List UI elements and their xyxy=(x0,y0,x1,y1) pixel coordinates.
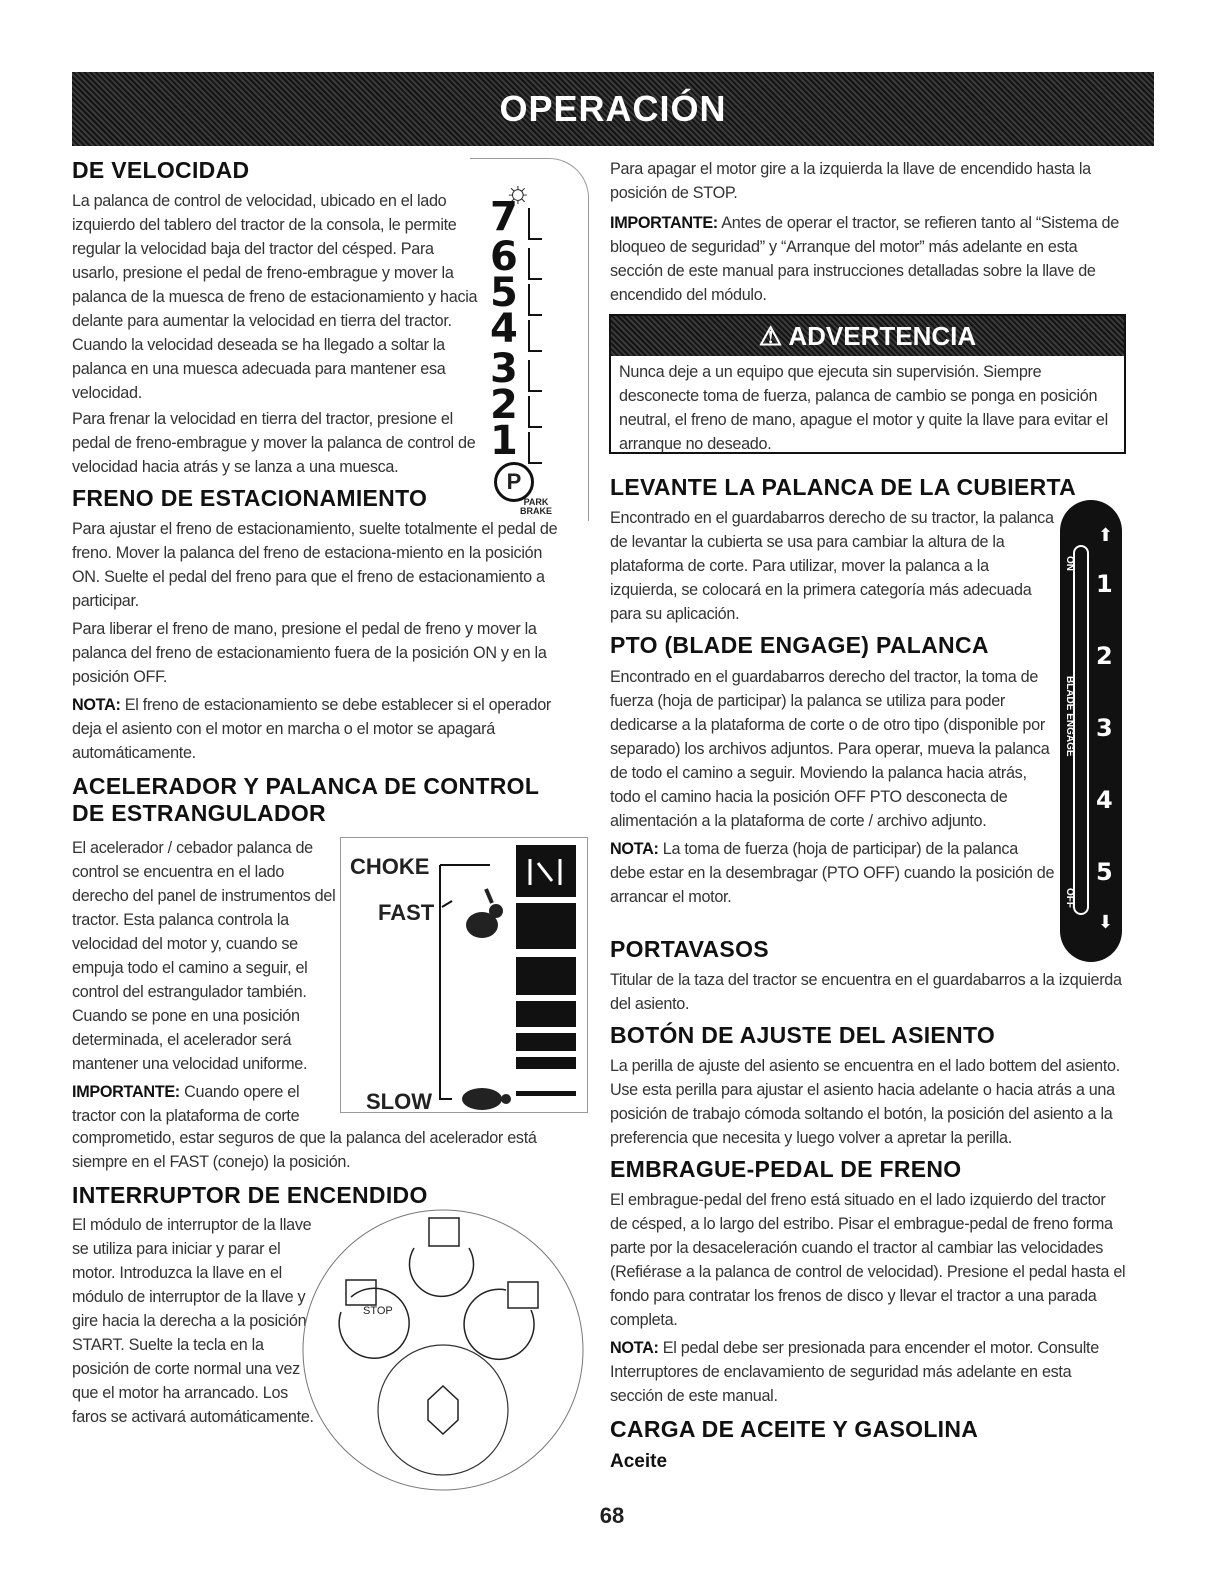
embrague-nota xyxy=(610,1336,1126,1408)
acelerador-importante-text: Cuando opere el tractor con la plataforma de corte xyxy=(72,1083,300,1125)
pto-arrow-down-icon: ⬇ xyxy=(1098,912,1114,932)
acelerador-importante xyxy=(72,1080,337,1128)
embrague-nota-label: NOTA: xyxy=(610,1339,659,1357)
left-column-freno xyxy=(72,517,572,827)
nota-label: NOTA: xyxy=(72,696,121,714)
importante-label-right: IMPORTANTE: xyxy=(610,214,718,232)
heading-portavasos: PORTAVASOS xyxy=(610,936,769,962)
section-banner xyxy=(72,72,1154,146)
gear-notch xyxy=(528,284,542,316)
pto-nota-label: NOTA: xyxy=(610,840,659,858)
pto-blade-label: BLADE ENGAGE xyxy=(1064,676,1075,757)
ignition-switch-diagram xyxy=(296,1200,586,1498)
pto-arrow-up-icon: ⬆ xyxy=(1098,525,1114,545)
levante-paragraph: Encontrado en el guardabarros derecho de su tractor, la palanca de levantar la cubierta se usa para cambiar la altura de la plataforma de corte. Para utilizar, mover la palanca a la izquierda, se colocará en la primera categoría más adecuada para su aplicación. xyxy=(610,509,1054,623)
freno-nota xyxy=(72,693,572,765)
gear-number: 7 xyxy=(490,194,518,240)
warning-title: ⚠ ADVERTENCIA xyxy=(611,316,1124,356)
heading-levante: LEVANTE LA PALANCA DE LA CUBIERTA xyxy=(610,474,1077,500)
park-letter: P xyxy=(506,469,522,494)
right-column-bottom xyxy=(610,936,1126,1473)
left-column-top xyxy=(72,157,482,512)
velocidad-paragraph-1: La palanca de control de velocidad, ubicado en el lado izquierdo del tablero del tractor de la consola, le permite regular la velocidad baja del tractor del césped. Para usarlo, presione el pedal de freno-embrague y mover la palanca de la muesca de freno de estacionamiento y hacia delante para aumentar la velocidad en tierra del tractor. Cuando la velocidad deseada se ha llegado a soltar la palanca en una muesca adecuada para mantener esa velocidad. xyxy=(72,192,478,402)
pto-nota xyxy=(610,837,1056,909)
pto-position-number: 1 xyxy=(1096,570,1113,598)
slow-label: SLOW xyxy=(366,1089,432,1114)
interruptor-paragraph: El módulo de interruptor de la llave se utiliza para iniciar y parar el motor. Introduzca la llave en el módulo de interruptor de la llave y gire hacia la derecha a la posición START. Suelte la tecla en la posición de corte normal una vez que el motor ha arrancado. Los faros se activará automáticamente. xyxy=(72,1216,314,1426)
heading-carga: CARGA DE ACEITE Y GASOLINA xyxy=(610,1416,979,1442)
heading-acelerador: ACELERADOR Y PALANCA DE CONTROL DE ESTRANGULADOR xyxy=(72,773,539,826)
gear-notch xyxy=(528,360,542,392)
pto-position-number: 5 xyxy=(1096,858,1113,886)
gear-number: 6 xyxy=(490,234,518,280)
sun-icon: ☼ xyxy=(504,176,532,209)
fast-label: FAST xyxy=(378,900,435,925)
portavasos-paragraph: Titular de la taza del tractor se encuentra en el guardabarros a la izquierda del asiento. xyxy=(610,971,1122,1013)
embrague-nota-text: El pedal debe ser presionada para encender el motor. Consulte Interruptores de enclavamiento de seguridad más adelante en esta sección de este manual. xyxy=(610,1339,1099,1405)
left-column-interruptor xyxy=(72,1213,322,1429)
section-title: OPERACIÓN xyxy=(499,88,727,129)
gear-notch xyxy=(528,208,542,240)
freno-nota-text: El freno de estacionamiento se debe establecer si el operador deja el asiento con el motor en marcha o el motor se apagará automáticamente. xyxy=(72,696,551,762)
pto-on-label: ON xyxy=(1064,556,1075,571)
choke-label: CHOKE xyxy=(350,854,430,879)
boton-paragraph: La perilla de ajuste del asiento se encuentra en el lado bottem del asiento. Use esta perilla para ajustar el asiento hacia adelante o hacia atrás a una posición de trabajo cómoda soltando el botón, la posición del asiento a la preferencia que necesita y luego volver a apretar la perilla. xyxy=(610,1057,1120,1147)
pto-position-number: 2 xyxy=(1096,642,1113,670)
gear-notch xyxy=(528,320,542,352)
pto-position-number: 4 xyxy=(1096,786,1113,814)
park-brake-label: PARK BRAKE xyxy=(520,497,553,516)
gear-number: 3 xyxy=(490,346,518,392)
pto-track xyxy=(1073,545,1089,915)
right-column-mid xyxy=(610,506,1056,909)
stop-label: STOP xyxy=(363,1305,393,1317)
left-column-acelerador xyxy=(72,836,337,1128)
pto-nota-text: La toma de fuerza (hoja de participar) de la palanca debe estar en la desembragar (PTO OFF) cuando la posición de arrancar el motor. xyxy=(610,840,1055,906)
page-number: 68 xyxy=(599,1503,625,1528)
park-brake-icon xyxy=(494,462,534,502)
gear-number: 5 xyxy=(490,270,518,316)
gear-number: 2 xyxy=(490,382,518,428)
gear-notch xyxy=(528,432,542,464)
acelerador-importante-cont: comprometido, estar seguros de que la palanca del acelerador está siempre en el FAST (conejo) la posición. xyxy=(72,1129,537,1171)
pto-paragraph: Encontrado en el guardabarros derecho del tractor, la toma de fuerza (hoja de participar) la palanca se utiliza para poder dedicarse a la plataforma de corte o de otro tipo (disponible por separado) los archivos adjuntos. Para operar, mueva la palanca de todo el camino a seguir. Moviendo la palanca hacia atrás, todo el camino hacia la posición OFF PTO desconecta de alimentación a la plataforma de corte / archivo adjunto. xyxy=(610,668,1050,830)
left-column-acelerador-cont xyxy=(72,1126,572,1209)
acelerador-paragraph: El acelerador / cebador palanca de control se encuentra en el lado derecho del panel de instrumentos del tractor. Esta palanca controla la velocidad del motor y, cuando se empuja todo el camino a seguir, el control del estrangulador también. Cuando se pone en una posición determinada, el acelerador será mantener una velocidad uniforme. xyxy=(72,839,336,1073)
warning-box xyxy=(609,314,1126,454)
heading-velocidad: DE VELOCIDAD xyxy=(72,157,250,183)
velocidad-paragraph-2: Para frenar la velocidad en tierra del tractor, presione el pedal de freno-embrague y mover la palanca de control de velocidad hacia atrás y se lanza a una muesca. xyxy=(72,410,476,476)
importante-label: IMPORTANTE: xyxy=(72,1083,180,1101)
embrague-paragraph: El embrague-pedal del freno está situado en el lado izquierdo del tractor de césped, a lo largo del estribo. Pisar el embrague-pedal de freno forma parte por la desaceleración cuando el tractor al cambiar las velocidades (Refiérase a la palanca de control de velocidad). Presione el pedal hasta el fondo para contratar los frenos de disco y llevar el tractor a una parada completa. xyxy=(610,1191,1126,1329)
aceite-subheading: Aceite xyxy=(610,1451,668,1472)
freno-paragraph-2: Para liberar el freno de mano, presione el pedal de freno y mover la palanca del freno de estacionamiento fuera de la posición ON y en la posición OFF. xyxy=(72,620,547,686)
heading-pto: PTO (BLADE ENGAGE) PALANCA xyxy=(610,632,989,658)
pto-position-number: 3 xyxy=(1096,714,1113,742)
pto-off-label: OFF xyxy=(1064,888,1075,908)
gear-notch xyxy=(528,248,542,280)
gear-notch xyxy=(528,396,542,428)
importante-text-right: Antes de operar el tractor, se refieren tanto al “Sistema de bloqueo de seguridad” y “Arranque del motor” más adelante en esta sección de este manual para instrucciones detalladas sobre la llave de encendido del módulo. xyxy=(610,214,1119,304)
heading-embrague: EMBRAGUE-PEDAL DE FRENO xyxy=(610,1156,962,1182)
heading-freno: FRENO DE ESTACIONAMIENTO xyxy=(72,485,428,511)
right-levante-heading-wrap xyxy=(610,474,1130,501)
warning-text: Nunca deje a un equipo que ejecuta sin supervisión. Siempre desconecte toma de fuerza, palanca de cambio se ponga en posición neutral, el freno de mano, apague el motor y quite la llave para evitar el arranque no deseado. xyxy=(619,363,1108,453)
gear-number: 1 xyxy=(490,418,518,464)
apagar-paragraph: Para apagar el motor gire a la izquierda la llave de encendido hasta la posición de STOP. xyxy=(610,160,1091,202)
heading-boton: BOTÓN DE AJUSTE DEL ASIENTO xyxy=(610,1022,996,1048)
right-column-top xyxy=(610,157,1126,307)
importante-paragraph xyxy=(610,211,1126,307)
gear-number: 4 xyxy=(490,306,518,352)
freno-paragraph-1: Para ajustar el freno de estacionamiento, suelte totalmente el pedal de freno. Mover la palanca del freno de estaciona-miento en la posición ON. Suelte el pedal del freno para que el freno de estacionamiento a participar. xyxy=(72,520,558,610)
heading-interruptor: INTERRUPTOR DE ENCENDIDO xyxy=(72,1182,428,1208)
